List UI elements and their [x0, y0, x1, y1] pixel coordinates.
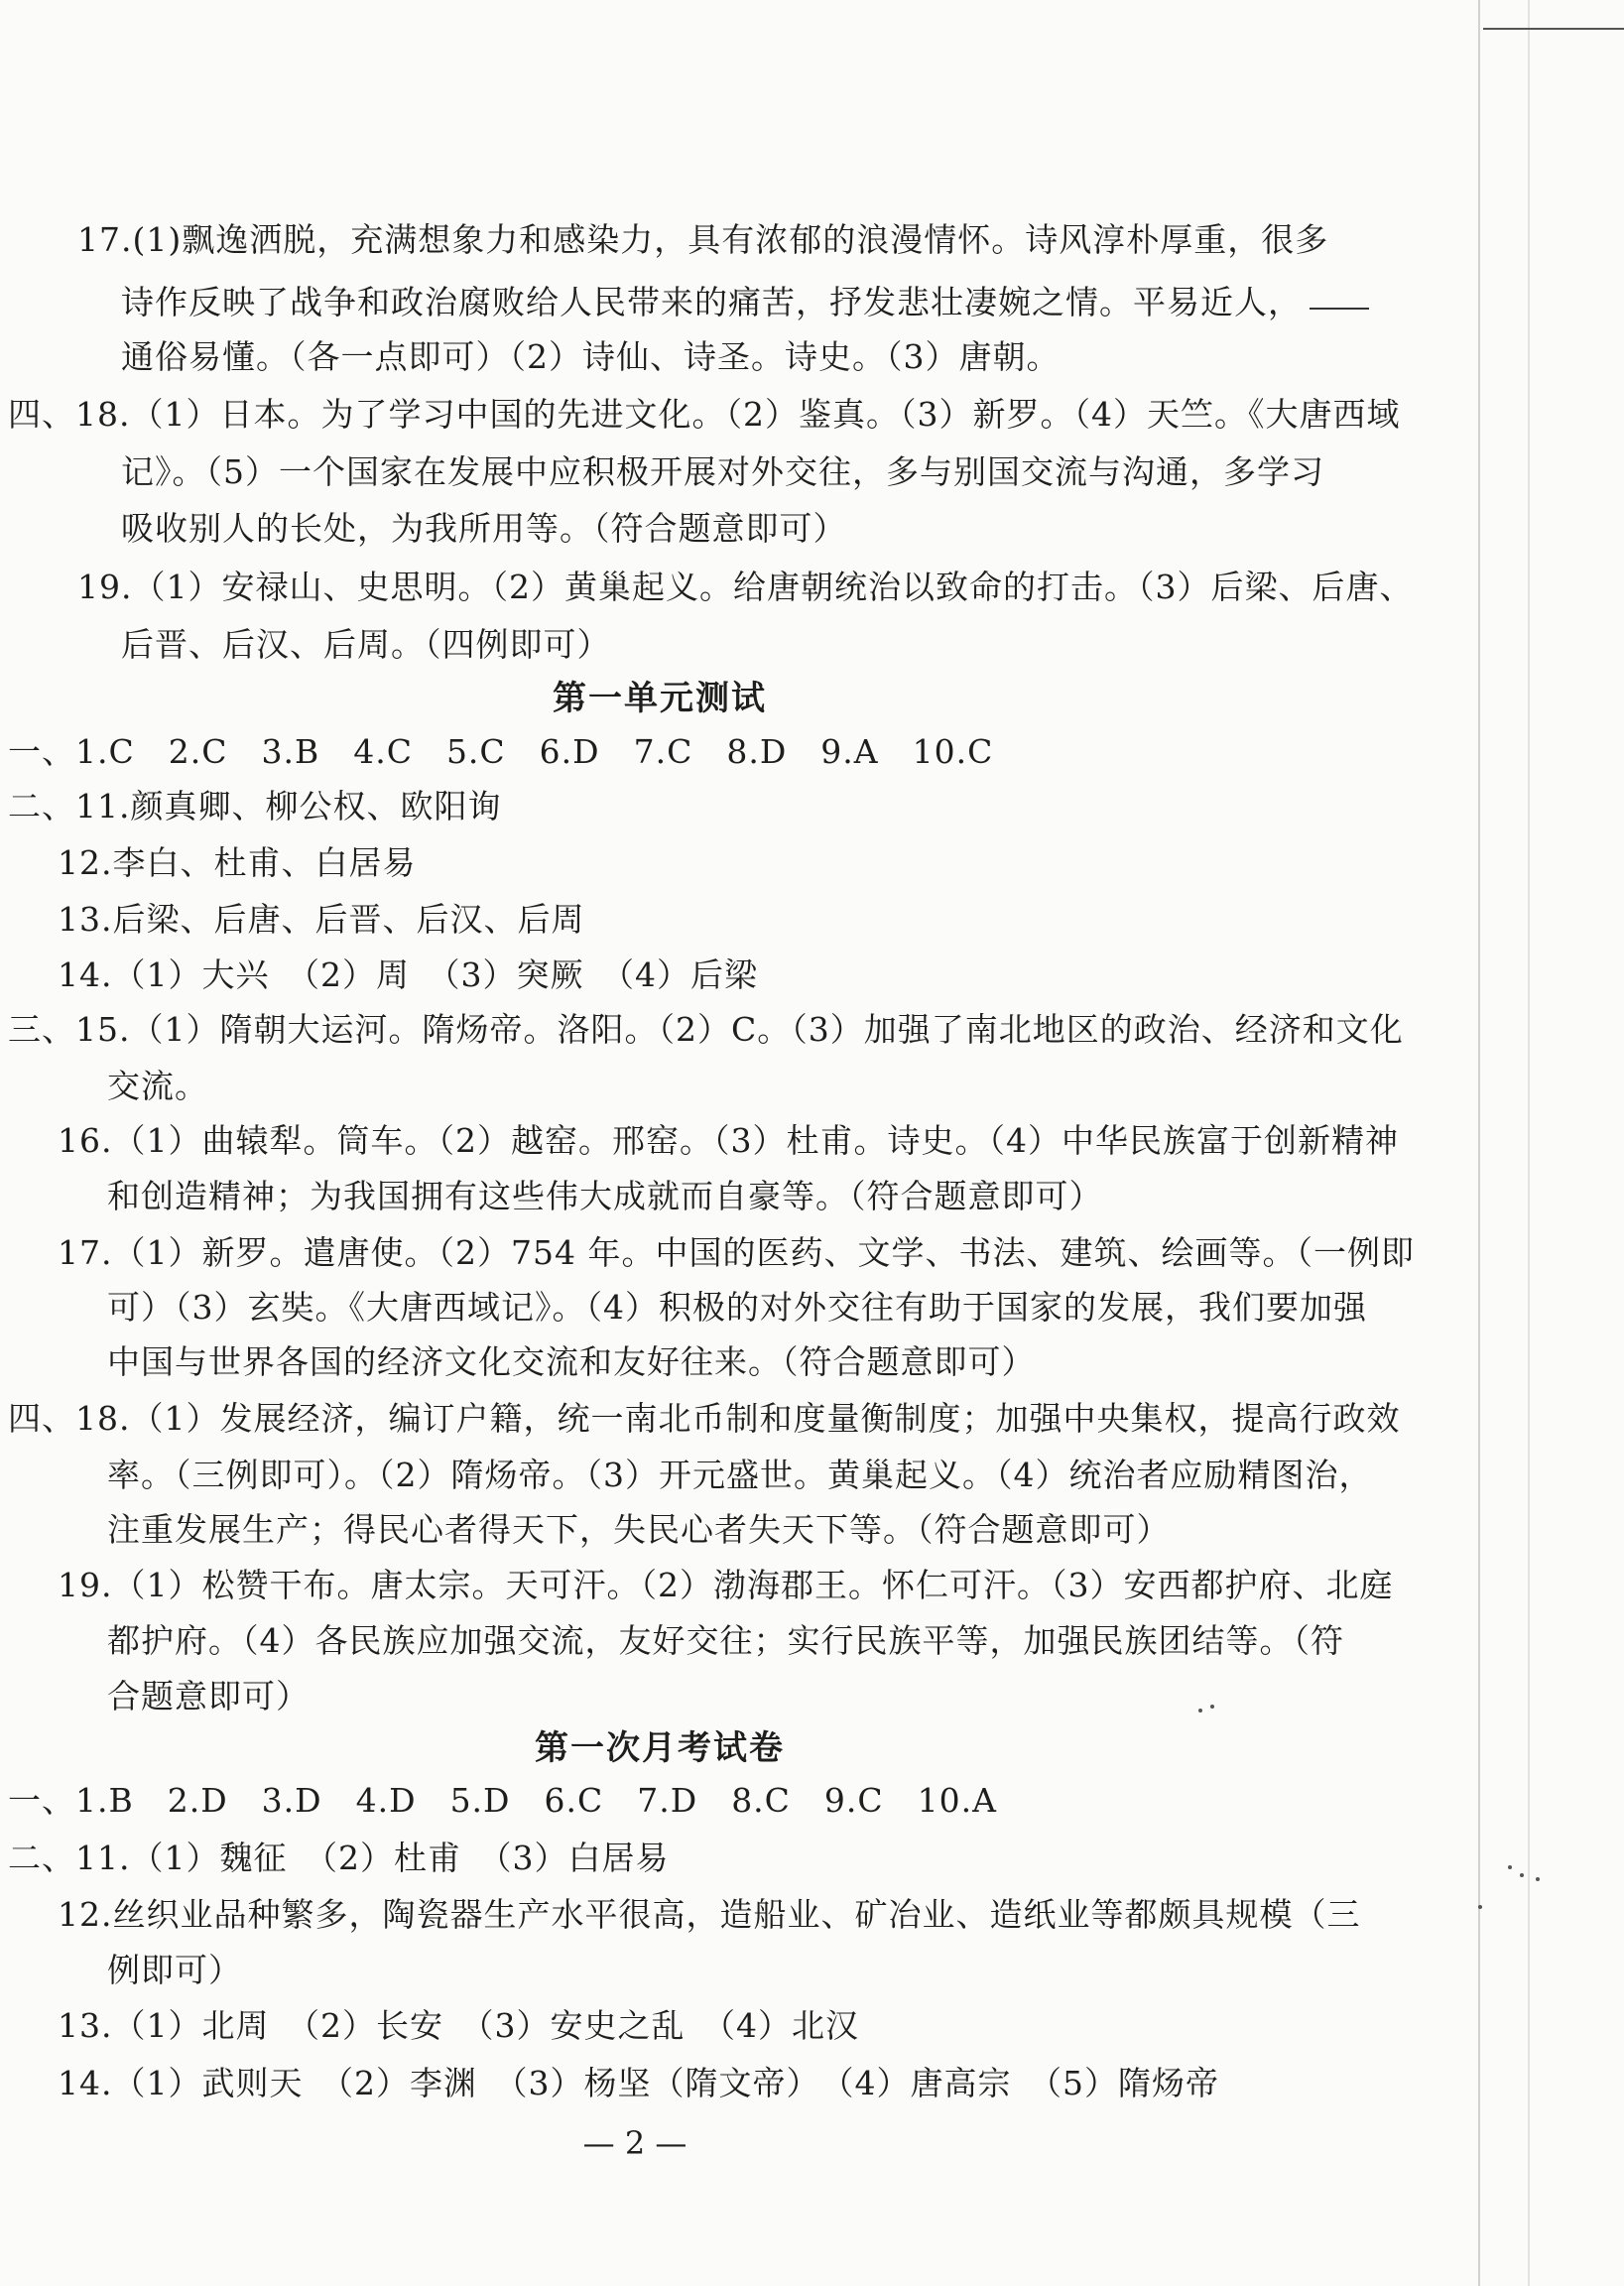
page-edge-shadow	[1528, 0, 1530, 2286]
answer-line: 12.李白、杜甫、白居易	[58, 843, 417, 882]
answer-line: 三、15.（1）隋朝大运河。隋炀帝。洛阳。（2）C。（3）加强了南北地区的政治、经济和文化	[8, 1010, 1404, 1049]
scan-dash-mark	[1310, 308, 1369, 310]
answer-line: 例即可）	[107, 1951, 242, 1989]
scan-edge-mark	[1483, 28, 1624, 30]
answer-line: 一、1.B 2.D 3.D 4.D 5.D 6.C 7.D 8.C 9.C 10.A	[8, 1781, 997, 1820]
answer-line: 二、11.（1）魏征 （2）杜甫 （3）白居易	[8, 1839, 670, 1877]
scan-speck	[1210, 1705, 1214, 1709]
answer-line: 一、1.C 2.C 3.B 4.C 5.C 6.D 7.C 8.D 9.A 10.C	[8, 732, 994, 771]
answer-line: 14.（1）武则天 （2）李渊 （3）杨坚（隋文帝） （4）唐高宗 （5）隋炀帝	[58, 2064, 1219, 2102]
answer-line: 19.（1）安禄山、史思明。（2）黄巢起义。给唐朝统治以致命的打击。（3）后梁、后唐、	[77, 568, 1414, 606]
answer-line: 率。（三例即可）。（2）隋炀帝。（3）开元盛世。黄巢起义。（4）统治者应励精图治，	[107, 1456, 1373, 1494]
answer-line: 诗作反映了战争和政治腐败给人民带来的痛苦，抒发悲壮凄婉之情。平易近人，	[121, 283, 1302, 321]
answer-line: 16.（1）曲辕犁。筒车。（2）越窑。邢窑。（3）杜甫。诗史。（4）中华民族富于创新精神	[58, 1121, 1399, 1160]
answer-line: 13.后梁、后唐、后晋、后汉、后周	[58, 900, 585, 939]
answer-line: 17.（1）新罗。遣唐使。（2）754 年。中国的医药、文学、书法、建筑、绘画等。（一例即	[58, 1233, 1415, 1272]
page-number: — 2 —	[582, 2124, 687, 2162]
answer-line: 17.(1)飘逸洒脱，充满想象力和感染力，具有浓郁的浪漫情怀。诗风淳朴厚重，很多	[77, 220, 1329, 259]
answer-line: 四、18.（1）日本。为了学习中国的先进文化。（2）鉴真。（3）新罗。（4）天竺。《大唐西域	[8, 395, 1401, 434]
answer-line: 通俗易懂。（各一点即可）（2）诗仙、诗圣。诗史。（3）唐朝。	[121, 337, 1061, 376]
answer-line: 合题意即可）	[107, 1677, 310, 1715]
answer-line: 和创造精神；为我国拥有这些伟大成就而自豪等。（符合题意即可）	[107, 1177, 1103, 1215]
answer-line: 四、18.（1）发展经济，编订户籍，统一南北币制和度量衡制度；加强中央集权，提高行政效	[8, 1399, 1401, 1438]
scan-speck	[1508, 1865, 1512, 1869]
answer-line: 注重发展生产；得民心者得天下，失民心者失天下等。（符合题意即可）	[107, 1510, 1171, 1549]
answer-line: 二、11.颜真卿、柳公权、欧阳询	[8, 787, 502, 826]
page-edge-shadow	[1478, 0, 1480, 2286]
scan-speck	[1520, 1873, 1524, 1877]
answer-line: 后晋、后汉、后周。（四例即可）	[121, 625, 611, 664]
answer-line: 记》。（5）一个国家在发展中应积极开展对外交往，多与别国交流与沟通，多学习	[121, 452, 1324, 491]
answer-line: 中国与世界各国的经济文化交流和友好往来。（符合题意即可）	[107, 1342, 1036, 1381]
answer-line: 交流。	[107, 1067, 208, 1105]
answer-line: 可）（3）玄奘。《大唐西域记》。（4）积极的对外交往有助于国家的发展，我们要加强	[107, 1288, 1367, 1327]
scan-speck	[1198, 1709, 1202, 1713]
answer-line: 13.（1）北周 （2）长安 （3）安史之乱 （4）北汉	[58, 2006, 859, 2045]
section-heading: 第一次月考试卷	[535, 1728, 785, 1768]
scan-speck	[1478, 1905, 1482, 1909]
section-heading: 第一单元测试	[553, 679, 767, 718]
answer-line: 吸收别人的长处，为我所用等。（符合题意即可）	[121, 509, 847, 548]
answer-line: 19.（1）松赞干布。唐太宗。天可汗。（2）渤海郡王。怀仁可汗。（3）安西都护府、北庭	[58, 1566, 1394, 1604]
scan-speck	[1536, 1877, 1540, 1881]
answer-line: 14.（1）大兴 （2）周 （3）突厥 （4）后梁	[58, 955, 758, 994]
answer-line: 12.丝织业品种繁多，陶瓷器生产水平很高，造船业、矿冶业、造纸业等都颇具规模（三	[58, 1895, 1361, 1934]
answer-line: 都护府。（4）各民族应加强交流，友好交往；实行民族平等，加强民族团结等。（符	[107, 1621, 1344, 1660]
